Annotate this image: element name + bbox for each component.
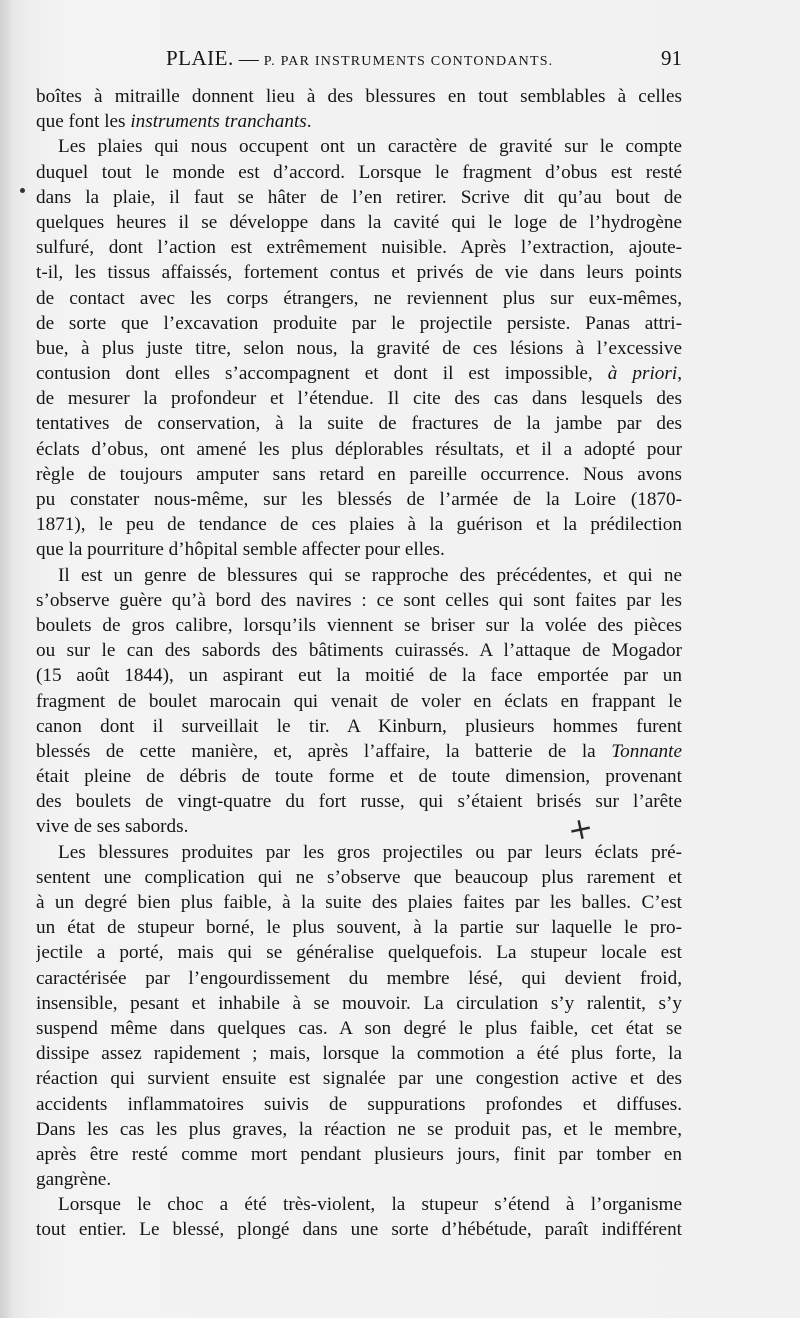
text-line: dans la plaie, il faut se hâter de l’en retirer. Scrive dit qu’au bout de	[36, 186, 682, 208]
text-line: ou sur le can des sabords des bâtiments cuirassés. A l’attaque de Mogador	[36, 640, 682, 662]
page-number: 91	[661, 46, 682, 70]
text-line: était pleine de débris de toute forme et de toute dimension, provenant	[36, 766, 682, 788]
text-line: tout entier. Le blessé, plongé dans une sorte d’hébétude, paraît indifférent	[36, 1219, 682, 1241]
text-line: duquel tout le monde est d’accord. Lorsque le fragment d’obus est resté	[36, 161, 682, 183]
text-line: règle de toujours amputer sans retard en pareille occurrence. Nous avons	[36, 463, 682, 485]
header-title: PLAIE.	[166, 46, 234, 70]
text-line: boîtes à mitraille donnent lieu à des blessures en tout semblables à celles	[36, 86, 682, 107]
text-segment: .	[306, 111, 312, 133]
text-line: jectile a porté, mais qui se généralise quelquefois. La stupeur locale est	[36, 942, 682, 964]
text-line: de sorte que l’excavation produite par le projectile persiste. Panas attri-	[36, 312, 682, 334]
text-line: suspend même dans quelques cas. A son degré le plus faible, cet état se	[36, 1017, 682, 1039]
text-line: de contact avec les corps étrangers, ne reviennent plus sur eux-mêmes,	[36, 287, 682, 309]
text-line: Les blessures produites par les gros projectiles ou par leurs éclats pré-	[58, 841, 682, 863]
text-line: accidents inflammatoires suivis de suppurations profondes et diffuses.	[36, 1093, 682, 1115]
text-line: éclats d’obus, ont amené les plus déplorables résultats, et il a adopté pour	[36, 438, 682, 460]
header-dash: —	[238, 48, 259, 70]
text-line	[36, 109, 682, 134]
text-line: Les plaies qui nous occupent ont un caractère de gravité sur le compte	[58, 136, 682, 158]
text-line: (15 août 1844), un aspirant eut la moitié de la face emportée par un	[36, 665, 682, 687]
handwritten-plus-mark: +	[564, 809, 597, 850]
text-line: caractérisée par l’engourdissement du membre lésé, qui devient froid,	[36, 967, 682, 989]
text-line: vive de ses sabords.	[36, 816, 189, 838]
text-line: sentent une complication qui ne s’observe que beaucoup plus rarement et	[36, 866, 682, 888]
text-segment: blessés de cette manière, et, après l’affaire, la batterie de la	[36, 740, 612, 762]
text-line: à un degré bien plus faible, à la suite des plaies faites par les balles. C’est	[36, 892, 682, 913]
text-line	[36, 739, 682, 764]
text-line: tentatives de conservation, à la suite de fractures de la jambe par des	[36, 413, 682, 435]
text-line: réaction qui survient ensuite est signalée par une congestion active et des	[36, 1068, 682, 1090]
text-line: que la pourriture d’hôpital semble affecter pour elles.	[36, 539, 445, 561]
margin-dot	[20, 188, 25, 193]
text-line: bue, à plus juste titre, selon nous, la gravité de ces lésions à l’excessive	[36, 337, 682, 359]
text-segment: que font les	[36, 111, 131, 133]
text-line: Lorsque le choc a été très-violent, la stupeur s’étend à l’organisme	[58, 1194, 682, 1216]
text-segment: ,	[677, 363, 682, 385]
running-title	[166, 46, 553, 71]
text-line: canon dont il surveillait le tir. A Kinburn, plusieurs hommes furent	[36, 715, 682, 737]
text-line: des boulets de vingt-quatre du fort russe, qui s’étaient brisés sur l’arête	[36, 791, 682, 813]
text-line: dissipe assez rapidement ; mais, lorsque la commotion a été plus forte, la	[36, 1043, 682, 1065]
italic-phrase: instruments tranchants	[130, 111, 307, 133]
text-line: Dans les cas les plus graves, la réaction ne se produit pas, et le membre,	[36, 1118, 682, 1140]
text-line: un état de stupeur borné, le plus souvent, à la partie sur laquelle le pro-	[36, 917, 682, 939]
text-line	[36, 361, 682, 386]
text-line: quelques heures il se développe dans la cavité qui le loge de l’hydrogène	[36, 211, 682, 233]
text-line: après être resté comme mort pendant plusieurs jours, finit par tomber en	[36, 1143, 682, 1165]
text-line: sulfuré, dont l’action est extrêmement nuisible. Après l’extraction, ajoute-	[36, 237, 682, 259]
text-line: t-il, les tissus affaissés, fortement contus et privés de vie dans leurs points	[36, 262, 682, 284]
text-line: pu constater nous-même, sur les blessés de l’armée de la Loire (1870-	[36, 489, 682, 510]
text-line: 1871), le peu de tendance de ces plaies à la guérison et la prédilection	[36, 514, 682, 536]
text-line: insensible, pesant et inhabile à se mouvoir. La circulation s’y ralentit, s’y	[36, 992, 682, 1014]
italic-phrase: à priori	[607, 363, 678, 385]
text-line: gangrène.	[36, 1169, 112, 1191]
running-header	[36, 44, 682, 74]
text-line: Il est un genre de blessures qui se rapproche des précédentes, et qui ne	[58, 564, 682, 586]
text-line: de mesurer la profondeur et l’étendue. Il cite des cas dans lesquels des	[36, 388, 682, 410]
body-text	[36, 84, 682, 1243]
text-line: fragment de boulet marocain qui venait de voler en éclats en frappant le	[36, 690, 682, 712]
text-segment: contusion dont elles s’accompagnent et dont il est impossible,	[36, 363, 608, 385]
text-line: s’observe guère qu’à bord des navires : ce sont celles qui sont faites par les	[36, 589, 682, 611]
text-line: boulets de gros calibre, lorsqu’ils viennent se briser sur la volée des pièces	[36, 614, 682, 636]
header-subtitle: P. PAR INSTRUMENTS CONTONDANTS.	[263, 54, 554, 69]
italic-phrase: Tonnante	[611, 740, 682, 762]
